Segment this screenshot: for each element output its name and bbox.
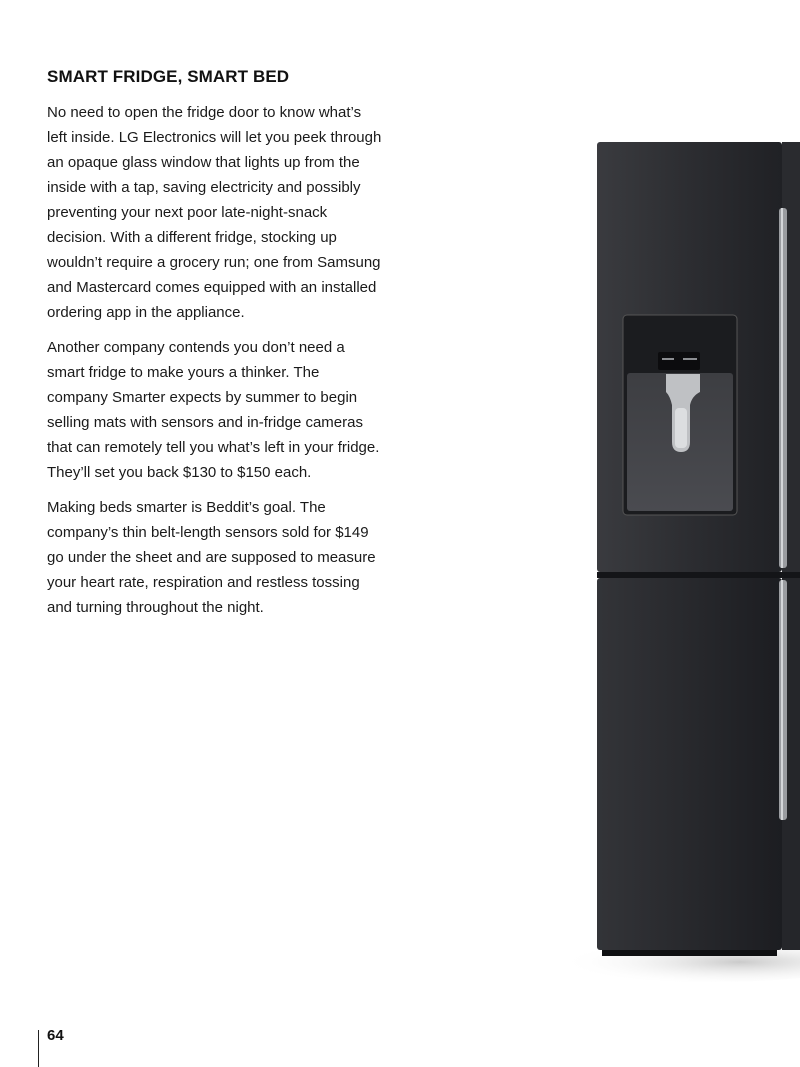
article-paragraph-3: Making beds smarter is Beddit’s goal. The company’s thin belt-length sensors sold for $149 go under the sheet and are supposed to measure your heart rate, respiration and restless tossing and turning throughout the night.	[47, 499, 376, 616]
dispenser-control-panel	[658, 352, 700, 370]
page-rule	[38, 1030, 39, 1067]
article	[47, 66, 382, 630]
article-headline: SMART FRIDGE, SMART BED	[47, 67, 290, 86]
fridge-photo	[540, 130, 800, 990]
article-paragraph-1: No need to open the fridge door to know what’s left inside. LG Electronics will let you peek through an opaque glass window that lights up from the inside with a tap, saving electricity and possibly preventing your next poor late-night-snack decision. With a different fridge, stocking up wouldn’t require a grocery run; one from Samsung and Mastercard comes equipped with an installed ordering app in the appliance.	[47, 104, 382, 321]
page-number: 64	[47, 1027, 64, 1044]
article-paragraph-2: Another company contends you don’t need a smart fridge to make yours a thinker. The company Smarter expects by summer to begin selling mats with sensors and in-fridge cameras that can remotely tell you what’s left in your fridge. They’ll set you back $130 to $150 each.	[47, 339, 380, 481]
lower-drawer	[597, 578, 782, 950]
